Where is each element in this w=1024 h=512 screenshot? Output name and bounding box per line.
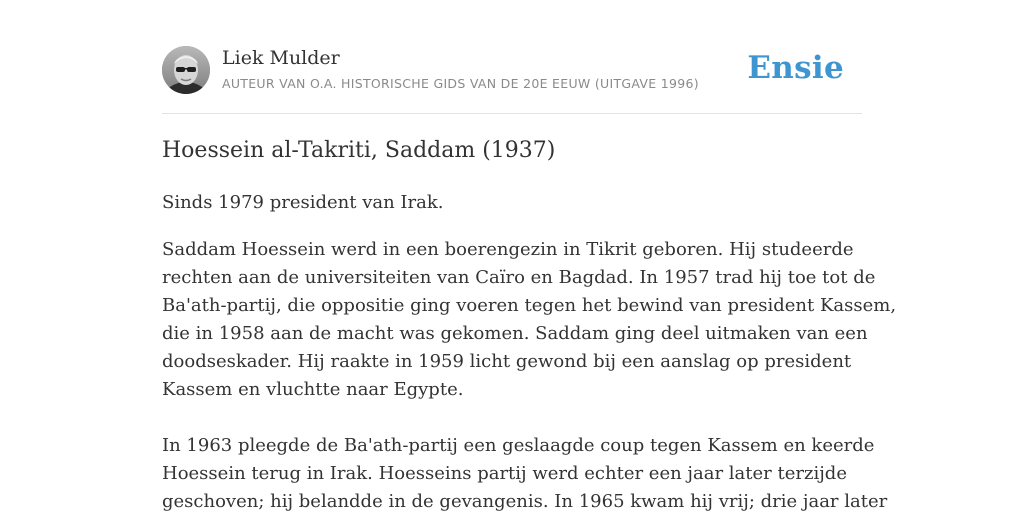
article-body xyxy=(162,189,897,512)
paragraph-line: doodseskader. Hij raakte in 1959 licht gewond bij een aanslag op president xyxy=(162,351,852,372)
author-description: AUTEUR VAN O.A. HISTORISCHE GIDS VAN DE 20E EEUW (UITGAVE 1996) xyxy=(222,76,699,91)
article-header xyxy=(162,46,862,96)
paragraph-line: Ba'ath-partij, die oppositie ging voeren tegen het bewind van president Kassem, xyxy=(162,295,897,316)
ensie-logo[interactable]: Ensie xyxy=(747,50,844,86)
article-paragraph xyxy=(162,432,888,512)
article-intro: Sinds 1979 president van Irak. xyxy=(162,192,444,213)
paragraph-line: In 1963 pleegde de Ba'ath-partij een geslaagde coup tegen Kassem en keerde xyxy=(162,435,875,456)
header-divider xyxy=(162,113,862,114)
paragraph-line: Kassem en vluchtte naar Egypte. xyxy=(162,379,464,400)
paragraph-line: Hoessein terug in Irak. Hoesseins partij werd echter een jaar later terzijde xyxy=(162,463,847,484)
paragraph-line: geschoven; hij belandde in de gevangenis. In 1965 kwam hij vrij; drie jaar later xyxy=(162,491,888,512)
paragraph-line: rechten aan de universiteiten van Caïro en Bagdad. In 1957 trad hij toe tot de xyxy=(162,267,876,288)
author-avatar[interactable] xyxy=(162,46,210,94)
article-paragraph xyxy=(162,236,897,404)
paragraph-line: die in 1958 aan de macht was gekomen. Saddam ging deel uitmaken van een xyxy=(162,323,868,344)
author-name[interactable]: Liek Mulder xyxy=(222,47,340,69)
paragraph-line: Saddam Hoessein werd in een boerengezin in Tikrit geboren. Hij studeerde xyxy=(162,239,854,260)
article-title: Hoessein al-Takriti, Saddam (1937) xyxy=(162,138,556,163)
author-portrait-icon xyxy=(162,46,210,94)
